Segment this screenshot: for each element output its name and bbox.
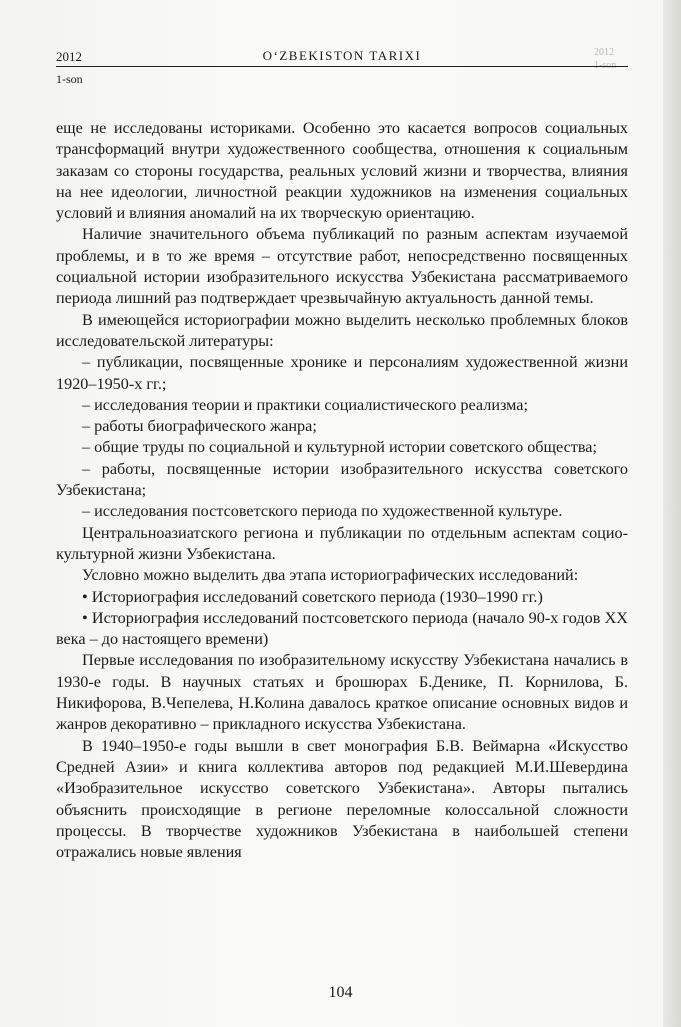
paragraph: Центральноазиатского региона и публикации по отдельным аспектам социо-культурной жизни Узбекистана. <box>56 523 628 563</box>
page-edge <box>663 0 681 1027</box>
list-item: – работы биографического жанра; <box>82 417 317 436</box>
list-item: – исследования теории и практики социалистического реализма; <box>82 395 528 414</box>
bleed-through-text: 2012 1-son <box>594 47 617 71</box>
issue-number: 1-son <box>56 72 83 86</box>
paragraph: Первые исследования по изобразительному искусству Узбекистана начались в 1930-е годы. В научных статьях и брошюрах Б.Денике, П. Корнилова, Б. Никифорова, В.Чепелева, Н.Колина давалось краткое описание основных видов и жанров декоративно – прикладного искусства Узбекистана. <box>56 651 628 734</box>
list-item: – исследования постсоветского периода по художественной культуре. <box>82 502 563 521</box>
paragraph: В 1940–1950-е годы вышли в свет монография Б.В. Веймарна «Искусство Средней Азии» и книга коллектива авторов под редакцией М.И.Шевердина «Изобразительное искусство советского Узбекистана». Авторы пытались объяснить происходящие в регионе переломные колоссальной сложности процессы. В творчестве художников Узбекистана в наибольшей степени отражались новые явления <box>56 736 628 862</box>
list-item: – публикации, посвященные хронике и персоналиям художественной жизни 1920–1950-х гг.; <box>56 353 628 393</box>
header-year: 2012 <box>56 49 82 64</box>
header-rule <box>56 66 628 67</box>
article-body <box>56 118 628 863</box>
running-header <box>56 44 628 68</box>
paragraph: В имеющейся историографии можно выделить несколько проблемных блоков исследовательской литературы: <box>56 310 628 350</box>
bullet-item: • Историография исследований советского периода (1930–1990 гг.) <box>82 587 543 606</box>
paragraph: Наличие значительного объема публикаций по разным аспектам изучаемой проблемы, и в то же время – отсутствие работ, непосредственно посвященных социальной истории изобразительного искусства Узбекистана рассматриваемого периода лишний раз подтверждает чрезвычайную актуальность данной темы. <box>56 225 628 308</box>
page-number: 104 <box>328 984 353 1001</box>
bullet-item: • Историография исследований постсоветского периода (начало 90-х годов XX века – до настоящего времени) <box>56 608 628 649</box>
list-item: – работы, посвященные истории изобразительного искусства советского Узбекистана; <box>56 459 628 500</box>
journal-title: O‘ZBEKISTON TARIXI <box>262 48 422 63</box>
paragraph: Условно можно выделить два этапа историографических исследований: <box>82 566 579 585</box>
paragraph: еще не исследованы историками. Особенно это касается вопросов социальных трансформаций внутри художественного сообщества, отношения к социальным заказам со стороны государства, реальных условий жизни и творчества, влияния на нее идеологии, личностной реакции художников на изменения социальных условий и влияния аномалий на их творческую ориентацию. <box>56 119 628 223</box>
list-item: – общие труды по социальной и культурной истории советского общества; <box>82 438 597 457</box>
